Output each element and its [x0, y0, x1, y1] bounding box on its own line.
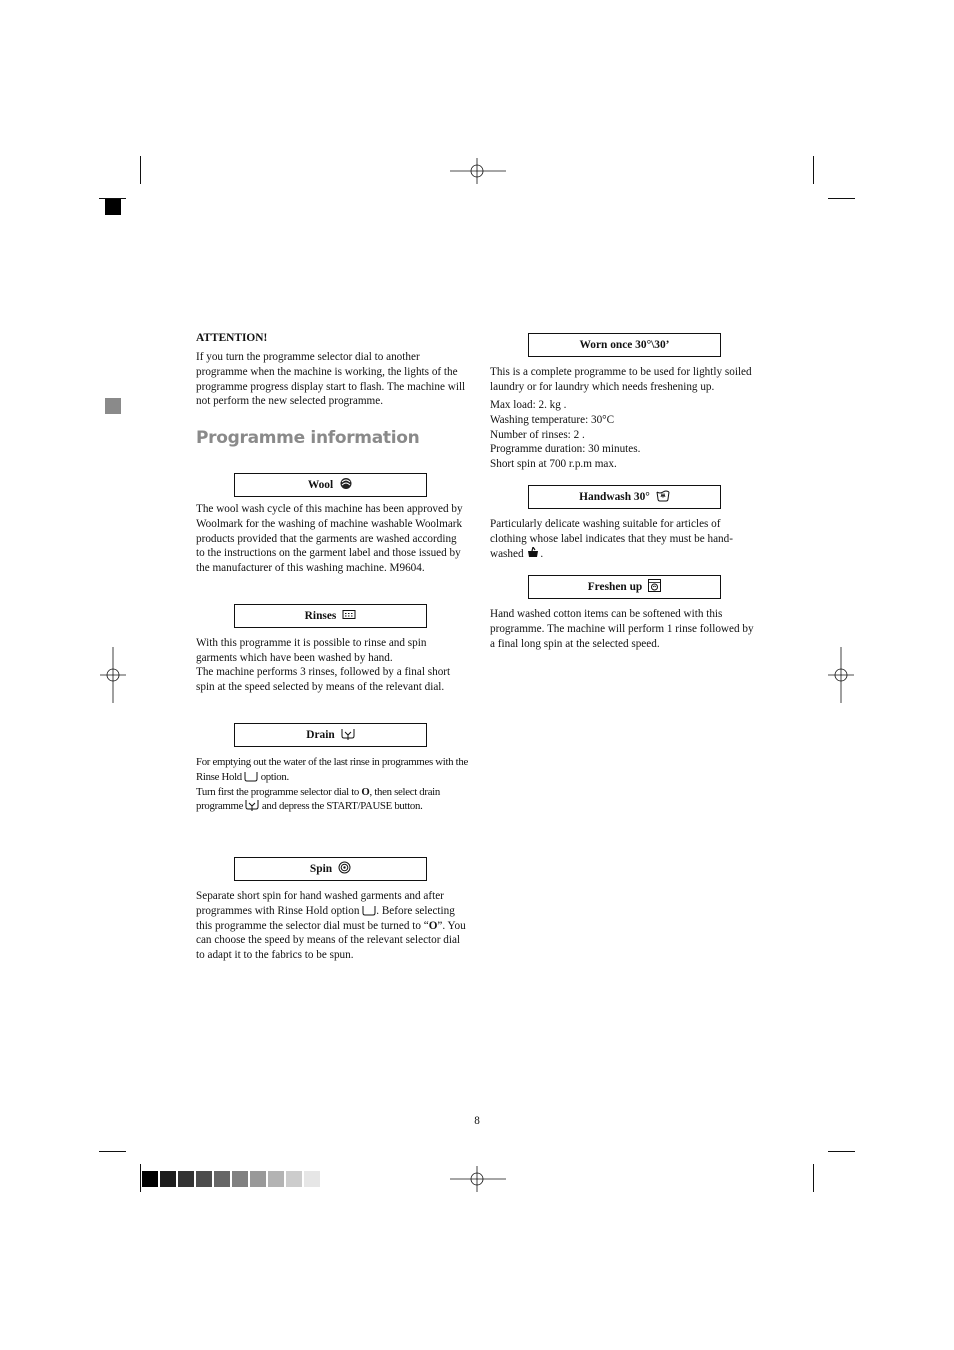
drain-text-part-5: and depress the START/PAUSE button. — [261, 800, 423, 813]
rinses-text-2: The machine performs 3 rinses, followed by a final short spin at the speed selected by means of the relevant dial. — [196, 666, 451, 693]
color-swatch — [286, 1171, 302, 1187]
drain-programme-box — [234, 723, 427, 747]
rinses-programme-box — [234, 604, 427, 628]
handwash-label: Handwash 30° — [579, 491, 650, 503]
worn-once-text: This is a complete programme to be used for lightly soiled laundry or for laundry which needs freshening up. — [490, 366, 752, 393]
spec-max-load: Max load: 2. kg . — [490, 399, 567, 411]
page-number: 8 — [474, 1115, 480, 1127]
color-swatch — [142, 1171, 158, 1187]
spin-text — [196, 889, 468, 963]
rinses-icon — [342, 609, 356, 623]
color-swatch — [196, 1171, 212, 1187]
spin-icon — [338, 861, 351, 877]
attention-text: If you turn the programme selector dial to another programme when the machine is working, the lights of the programme progress display start to flash. The machine will not perform the new selected programme. — [196, 351, 466, 408]
hand-wash-tub-icon — [526, 547, 540, 559]
drain-label: Drain — [306, 729, 335, 741]
handwash-text-part-2: . — [540, 547, 544, 560]
spin-label: Spin — [309, 863, 333, 875]
drain-text — [196, 755, 468, 814]
attention-heading: ATTENTION! — [196, 332, 268, 344]
freshen-up-programme-box — [528, 575, 721, 599]
section-title: Programme information — [196, 428, 420, 448]
color-swatch — [214, 1171, 230, 1187]
freshen-icon — [648, 579, 661, 595]
wool-programme-box — [234, 473, 427, 497]
color-swatch — [304, 1171, 320, 1187]
drain-inline-icon — [245, 799, 259, 811]
color-swatch — [178, 1171, 194, 1187]
handwash-icon — [656, 489, 670, 505]
dial-position-o: O — [428, 919, 438, 932]
freshen-up-label: Freshen up — [587, 581, 643, 593]
worn-once-specs — [490, 398, 762, 472]
drain-text-part-4: , then select drain programme — [196, 785, 440, 813]
rinse-hold-icon — [362, 905, 376, 916]
drain-text-part-1: For emptying out the water of the last rinse in programmes with the Rinse Hold — [196, 756, 468, 783]
registration-mark-top — [450, 158, 506, 184]
spin-text-part-3: ”. You can choose the speed by means of the relevant selector dial to adapt it to the fabrics to be spun. — [196, 919, 466, 962]
worn-once-programme-box — [528, 333, 721, 357]
drain-text-part-3: Turn first the programme selector dial to — [196, 785, 360, 798]
worn-once-label: Worn once 30°\30’ — [579, 339, 670, 351]
rinses-text-1: With this programme it is possible to rinse and spin garments which have been washed by hand. — [196, 637, 427, 664]
registration-mark-left — [100, 647, 126, 703]
freshen-up-text: Hand washed cotton items can be softened with this programme. The machine will perform 1 rinse followed by a final long spin at the selected speed. — [490, 608, 754, 650]
color-swatch — [160, 1171, 176, 1187]
color-swatch — [268, 1171, 284, 1187]
spin-text-part-2: . Before selecting this programme the selector dial must be turned to “ — [196, 904, 455, 932]
spec-washing-temperature: Washing temperature: 30°C — [490, 413, 615, 426]
rinses-label: Rinses — [304, 610, 337, 622]
wool-label: Wool — [307, 479, 334, 491]
handwash-text-part-1: Particularly delicate washing suitable for articles of clothing whose label indicates that they must be hand-washed — [490, 518, 733, 560]
drain-icon — [341, 728, 355, 743]
wool-icon — [339, 477, 353, 493]
drain-text-part-2: option. — [260, 770, 289, 783]
spec-programme-duration: Programme duration: 30 minutes. — [490, 443, 641, 456]
handwash-text — [490, 517, 758, 561]
registration-mark-right — [828, 647, 854, 703]
grey-tab-marker — [105, 398, 121, 414]
color-swatch — [232, 1171, 248, 1187]
color-swatch — [250, 1171, 266, 1187]
rinse-hold-icon — [244, 771, 258, 782]
spin-text-part-1: Separate short spin for hand washed garments and after programmes with Rinse Hold option — [196, 890, 444, 917]
registration-mark-bottom — [450, 1166, 506, 1192]
spin-programme-box — [234, 857, 427, 881]
dial-position-o: O — [361, 785, 370, 798]
handwash-programme-box — [528, 485, 721, 509]
spec-short-spin: Short spin at 700 r.p.m max. — [490, 458, 617, 471]
black-tab-marker — [105, 199, 121, 215]
spec-number-of-rinses: Number of rinses: 2 . — [490, 428, 585, 441]
wool-text: The wool wash cycle of this machine has been approved by Woolmark for the washing of machine washable Woolmark products provided that the garments are washed according to the instructions on the garment label and those issued by the manufacturer of this washing machine. M9604. — [196, 503, 463, 575]
